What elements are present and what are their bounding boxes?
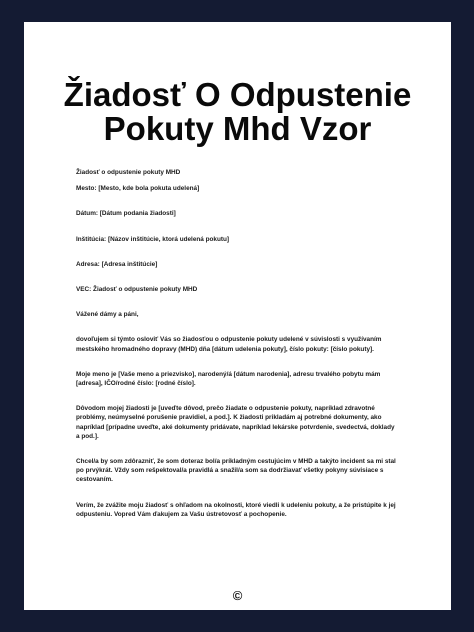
document-body xyxy=(76,168,398,519)
letter-heading: Žiadosť o odpustenie pokuty MHD xyxy=(76,169,181,176)
paragraph-4: Chcel/a by som zdôrazniť, že som doteraz bol/a príkladným cestujúcim v MHD a takýto incident sa mi stal po prvýkrát. Vždy som rešpektoval/a pravidlá a snažil/a som sa dodržiavať všetky pokyny súvisiace s cestovaním. xyxy=(76,458,396,484)
paragraph-2: Moje meno je [Vaše meno a priezvisko], narodený/á [dátum narodenia], adresu trvalého pobytu mám [adresa], IČO/rodné číslo: [rodné číslo]. xyxy=(76,370,381,388)
paragraph-5: Verím, že zvážite moju žiadosť s ohľadom na okolnosti, ktoré viedli k udeleniu pokuty, a že pristúpite k jej odpusteniu. Vopred Vám ďakujem za Vašu ústretovosť a pochopenie. xyxy=(76,501,396,518)
title-line-1: Žiadosť O Odpustenie xyxy=(63,76,412,113)
document-page xyxy=(24,22,451,610)
address-line: Adresa: [Adresa inštitúcie] xyxy=(76,260,158,268)
institution-line: Inštitúcia: [Názov inštitúcie, ktorá udelená pokutu] xyxy=(76,235,230,243)
copyright-icon: © xyxy=(232,588,243,603)
salutation: Vážené dámy a páni, xyxy=(76,311,139,319)
paragraph-1: dovoľujem si týmto osloviť Vás so žiadosťou o odpustenie pokuty udelené v súvislosti s využívaním mestského hromadného dopravy (MHD) dňa [dátum udelenia pokuty], číslo pokuty: [číslo pokuty]. xyxy=(76,336,382,353)
paragraph-3: Dôvodom mojej žiadosti je [uveďte dôvod, prečo žiadate o odpustenie pokuty, napríklad zdravotné problémy, neúmyselné porušenie pravidiel, a pod.]. K žiadosti prikladám aj potrebné dokumenty, ako napríklad [prípadne uveďte, aké dokumenty pridávate, napríklad lekárske potvrdenie, svedectvá, doklady a pod.]. xyxy=(76,405,395,440)
page-title xyxy=(24,78,451,146)
place-line: Mesto: [Mesto, kde bola pokuta udelená] xyxy=(76,185,200,193)
title-line-2: Pokuty Mhd Vzor xyxy=(103,110,372,147)
subject-line: VEC: Žiadosť o odpustenie pokuty MHD xyxy=(76,286,198,294)
date-line: Dátum: [Dátum podania žiadosti] xyxy=(76,210,176,218)
